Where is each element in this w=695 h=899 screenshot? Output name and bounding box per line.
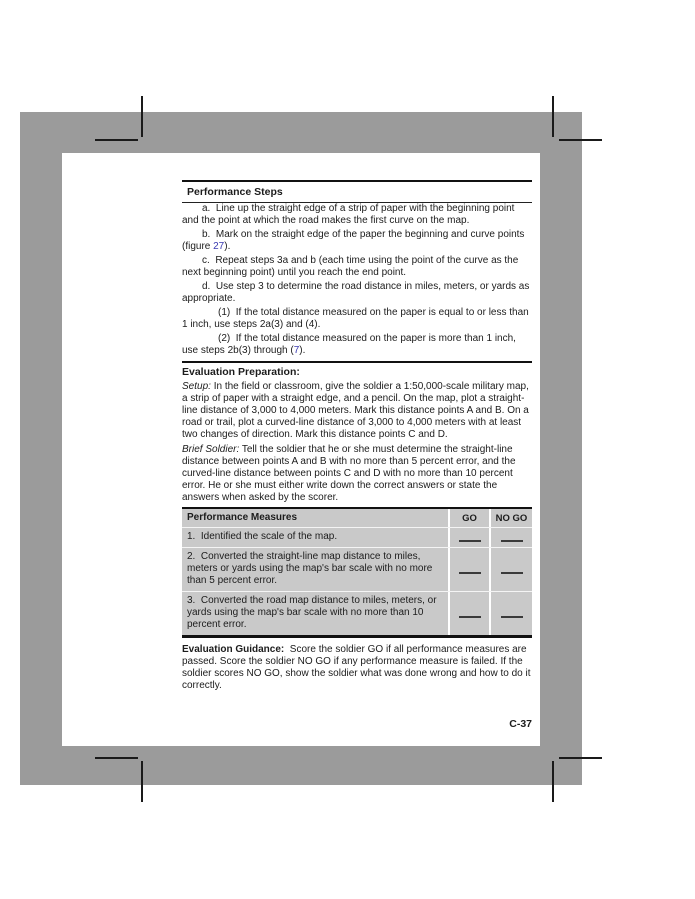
crop-mark-top-left-vertical bbox=[141, 96, 143, 137]
brief-soldier-paragraph bbox=[182, 444, 532, 504]
crop-mark-bottom-left-vertical bbox=[141, 761, 143, 802]
crop-mark-top-right-horizontal bbox=[559, 139, 602, 141]
measure-2-text: 2. Converted the straight-line map distance to miles, meters or yards using the map's bar scale with no more than 5 percent error. bbox=[187, 551, 436, 586]
no-go-blank-line bbox=[501, 540, 523, 542]
measure-1-text: 1. Identified the scale of the map. bbox=[187, 531, 338, 542]
no-go-blank-line bbox=[501, 572, 523, 574]
evaluation-guidance-text: Score the soldier GO if all performance measures are passed. Score the soldier NO GO if any performance measure is failed. If the soldier scores NO GO, show the soldier what was done wrong and how to do it correctly. bbox=[182, 644, 534, 691]
measure-2-no-go-cell bbox=[489, 548, 532, 591]
substep-2-text-after: ). bbox=[299, 345, 306, 356]
go-column-header: GO bbox=[448, 509, 489, 527]
measure-1-no-go-cell bbox=[489, 528, 532, 547]
brief-soldier-text: Tell the soldier that he or she must determine the straight-line distance between points A and B with no more than 5 percent error, and the curved-line distance between points C and D with no more than 10 percent error. He or she must either write down the correct answers or state the answers when asked by the scorer. bbox=[182, 444, 519, 503]
brief-soldier-label: Brief Soldier: bbox=[182, 444, 240, 455]
no-go-blank-line bbox=[501, 616, 523, 618]
evaluation-guidance-label: Evaluation Guidance: bbox=[182, 644, 285, 655]
measures-column-header: Performance Measures bbox=[187, 512, 298, 523]
section-divider bbox=[182, 361, 532, 363]
evaluation-preparation-heading: Evaluation Preparation: bbox=[182, 366, 300, 378]
table-header-row bbox=[182, 509, 532, 527]
substep-2 bbox=[182, 333, 532, 357]
setup-text: In the field or classroom, give the soldier a 1:50,000-scale military map, a strip of paper with a straight edge, and a pencil. On the map, plot a straight-line distance of 3,000 to 4,000 meters. Mark this distance points A and B. On a road or trail, plot a curved-line distance of 3,000 to 4,000 meters with at least two changes of direction. Mark this distance points C and D. bbox=[182, 381, 532, 440]
crop-mark-top-right-vertical bbox=[552, 96, 554, 137]
step-d: d. Use step 3 to determine the road distance in miles, meters, or yards as appropriate. bbox=[182, 281, 533, 304]
crop-mark-bottom-left-horizontal bbox=[95, 757, 138, 759]
step-b-text: b. Mark on the straight edge of the paper the beginning and curve points (figure bbox=[182, 229, 528, 252]
substep-2-text: (2) If the total distance measured on the paper is more than 1 inch, use steps 2b(3) through ( bbox=[182, 333, 519, 356]
measure-3-go-cell bbox=[448, 592, 489, 635]
setup-paragraph bbox=[182, 381, 532, 441]
measure-1-go-cell bbox=[448, 528, 489, 547]
setup-label: Setup: bbox=[182, 381, 211, 392]
step-b-text-after: ). bbox=[224, 241, 231, 252]
page-content bbox=[182, 180, 532, 692]
page-number: C-37 bbox=[509, 718, 532, 730]
measure-3-text: 3. Converted the road map distance to miles, meters, or yards using the map's bar scale with no more than 10 percent error. bbox=[187, 595, 440, 630]
crop-mark-bottom-right-horizontal bbox=[559, 757, 602, 759]
table-row bbox=[182, 547, 532, 591]
go-blank-line bbox=[459, 616, 481, 618]
figure-27-link[interactable]: 27 bbox=[213, 241, 225, 252]
step-b bbox=[182, 229, 532, 253]
measure-3-no-go-cell bbox=[489, 592, 532, 635]
go-blank-line bbox=[459, 540, 481, 542]
substep-1: (1) If the total distance measured on the paper is equal to or less than 1 inch, use steps 2a(3) and (4). bbox=[182, 307, 532, 330]
step-7-link[interactable]: 7 bbox=[293, 345, 300, 356]
performance-steps-heading: Performance Steps bbox=[187, 186, 283, 198]
no-go-column-header: NO GO bbox=[489, 509, 532, 527]
go-blank-line bbox=[459, 572, 481, 574]
evaluation-guidance-paragraph bbox=[182, 644, 532, 692]
document-page bbox=[62, 153, 540, 746]
measure-2-go-cell bbox=[448, 548, 489, 591]
table-row bbox=[182, 527, 532, 547]
table-row bbox=[182, 591, 532, 635]
performance-measures-table bbox=[182, 507, 532, 638]
step-c: c. Repeat steps 3a and b (each time using the point of the curve as the next beginning point) until you reach the end point. bbox=[182, 255, 522, 278]
crop-mark-top-left-horizontal bbox=[95, 139, 138, 141]
step-a: a. Line up the straight edge of a strip of paper with the beginning point and the point at which the road makes the first curve on the map. bbox=[182, 203, 518, 226]
crop-mark-bottom-right-vertical bbox=[552, 761, 554, 802]
